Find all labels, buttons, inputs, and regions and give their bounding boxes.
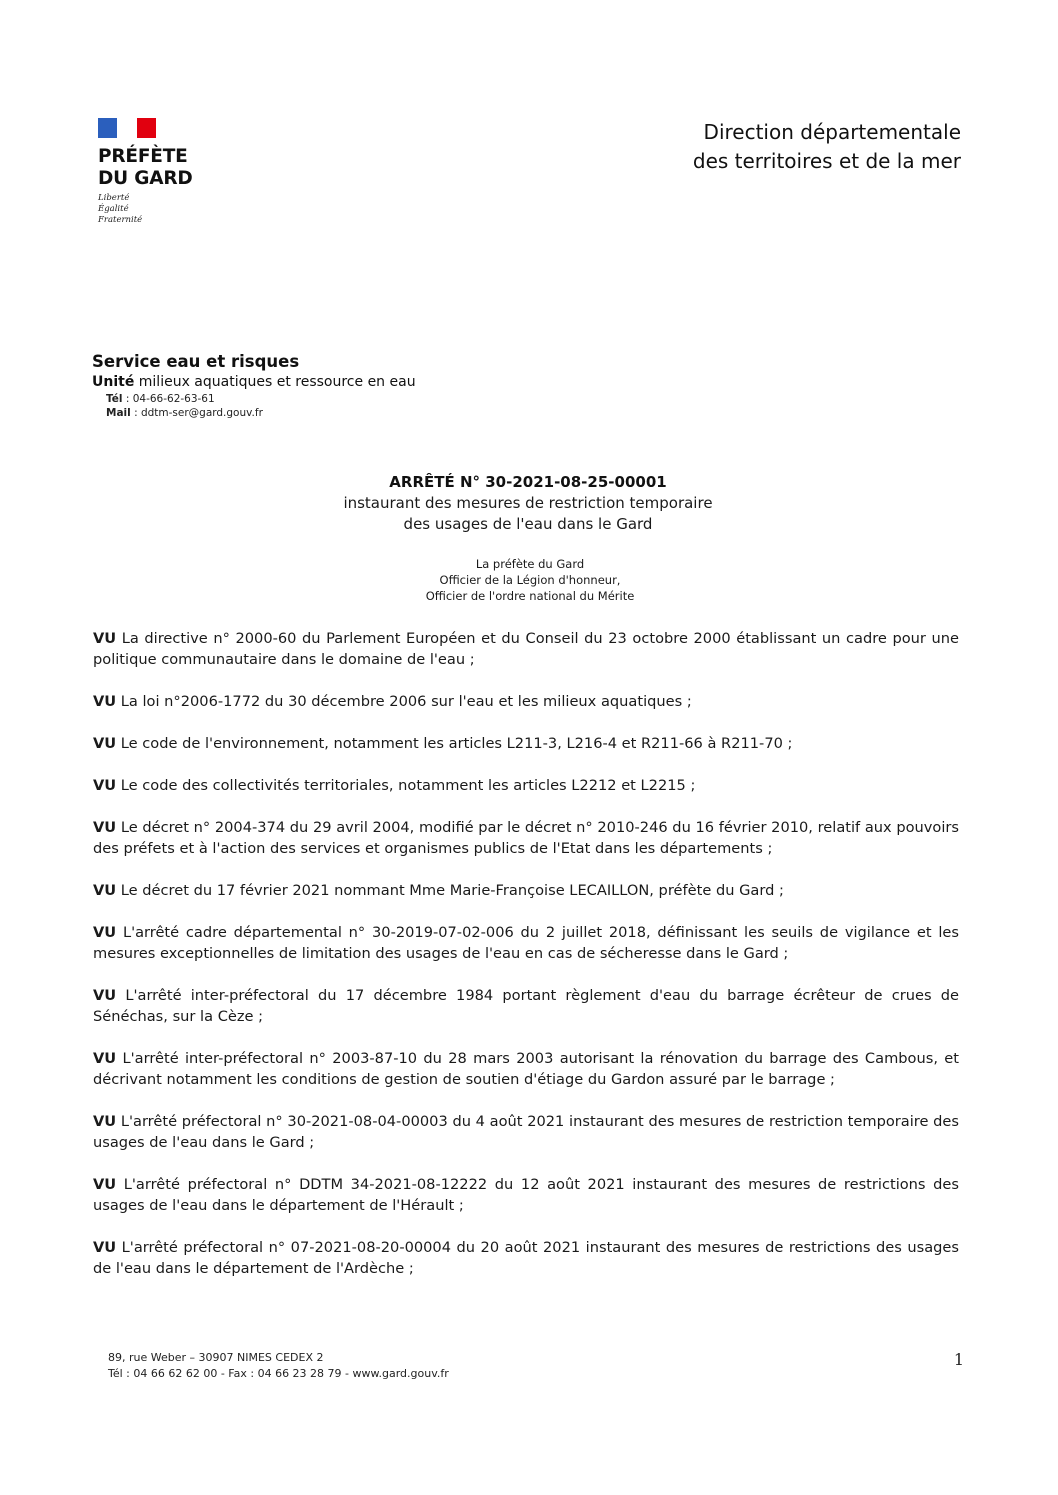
- phone-value: : 04-66-62-63-61: [122, 393, 215, 405]
- vu-label: VU: [93, 1239, 117, 1256]
- considerants-list: [93, 628, 959, 1279]
- considerant-item: [93, 880, 959, 901]
- considerant-text: L'arrêté préfectoral n° 07-2021-08-20-00004 du 20 août 2021 instaurant des mesures de restrictions des usages de l'eau dans le département de l'Ardèche ;: [93, 1239, 959, 1277]
- considerant-text: L'arrêté cadre départemental n° 30-2019-07-02-006 du 2 juillet 2018, définissant les seuils de vigilance et les mesures exceptionnelles de limitation des usages de l'eau en cas de sécheresse dans le Gard ;: [93, 924, 959, 962]
- vu-label: VU: [93, 1176, 117, 1193]
- service-unit-label: Unité: [92, 374, 135, 390]
- prefecture-name-line1: PRÉFÈTE: [98, 146, 188, 167]
- considerant-item: [93, 922, 959, 964]
- considerant-text: Le décret du 17 février 2021 nommant Mme Marie-Françoise LECAILLON, préfète du Gard ;: [116, 882, 784, 899]
- marianne-flag-icon: [98, 118, 156, 138]
- arrete-subtitle-line1: instaurant des mesures de restriction temporaire: [343, 494, 713, 512]
- considerant-item: [93, 1237, 959, 1279]
- flag-white-band: [117, 118, 136, 138]
- motto-liberte: Liberté: [98, 193, 130, 203]
- mail-label: Mail: [106, 407, 131, 419]
- considerant-item: [93, 817, 959, 859]
- direction-line2: des territoires et de la mer: [692, 149, 961, 173]
- considerant-item: [93, 628, 959, 670]
- prefete-title-line3: Officier de l'ordre national du Mérite: [425, 589, 635, 603]
- arrete-title-block: [296, 471, 760, 535]
- motto-fraternite: Fraternité: [98, 215, 143, 225]
- vu-label: VU: [93, 819, 117, 836]
- service-unit: [92, 373, 512, 392]
- vu-label: VU: [93, 924, 117, 941]
- considerant-text: Le décret n° 2004-374 du 29 avril 2004, modifié par le décret n° 2010-246 du 16 février 2010, relatif aux pouvoirs des préfets et à l'action des services et organismes publics de l'Etat dans les départements ;: [93, 819, 959, 857]
- considerant-item: [93, 1174, 959, 1216]
- service-phone: [106, 392, 512, 406]
- flag-red-band: [137, 118, 156, 138]
- vu-label: VU: [93, 693, 117, 710]
- considerant-text: L'arrêté préfectoral n° 30-2021-08-04-00003 du 4 août 2021 instaurant des mesures de restriction temporaire des usages de l'eau dans le Gard ;: [93, 1113, 959, 1151]
- considerant-text: Le code de l'environnement, notamment les articles L211-3, L216-4 et R211-66 à R211-70 ;: [116, 735, 793, 752]
- considerant-item: [93, 691, 959, 712]
- arrete-subtitle-line2: des usages de l'eau dans le Gard: [403, 515, 653, 533]
- arrete-number: ARRÊTÉ N° 30-2021-08-25-00001: [389, 473, 667, 491]
- considerant-item: [93, 1048, 959, 1090]
- service-block: [92, 351, 512, 420]
- considerant-text: L'arrêté inter-préfectoral n° 2003-87-10 du 28 mars 2003 autorisant la rénovation du barrage des Cambous, et décrivant notamment les conditions de gestion de soutien d'étiage du Gardon assuré par le barrage ;: [93, 1050, 959, 1088]
- service-title: Service eau et risques: [92, 352, 300, 371]
- prefete-title-line2: Officier de la Légion d'honneur,: [439, 573, 621, 587]
- service-mail: [106, 406, 512, 420]
- vu-label: VU: [93, 630, 117, 647]
- vu-label: VU: [93, 1050, 117, 1067]
- vu-label: VU: [93, 735, 117, 752]
- prefete-title-line1: La préfète du Gard: [475, 557, 585, 571]
- footer-address: 89, rue Weber – 30907 NIMES CEDEX 2: [108, 1351, 324, 1364]
- considerant-text: La directive n° 2000-60 du Parlement Européen et du Conseil du 23 octobre 2000 établissant un cadre pour une politique communautaire dans le domaine de l'eau ;: [93, 630, 959, 668]
- considerant-text: L'arrêté inter-préfectoral du 17 décembre 1984 portant règlement d'eau du barrage écrêteur de crues de Sénéchas, sur la Cèze ;: [93, 987, 959, 1025]
- page-footer: [108, 1350, 608, 1382]
- prefecture-logo: [98, 118, 228, 226]
- considerant-item: [93, 733, 959, 754]
- direction-line1: Direction départementale: [703, 120, 961, 144]
- republic-motto: [98, 193, 228, 226]
- vu-label: VU: [93, 882, 117, 899]
- vu-label: VU: [93, 1113, 117, 1130]
- page-number: 1: [953, 1350, 964, 1369]
- considerant-text: L'arrêté préfectoral n° DDTM 34-2021-08-12222 du 12 août 2021 instaurant des mesures de restrictions des usages de l'eau dans le département de l'Hérault ;: [93, 1176, 959, 1214]
- phone-label: Tél: [106, 393, 123, 405]
- vu-label: VU: [93, 777, 117, 794]
- service-unit-name: milieux aquatiques et ressource en eau: [134, 374, 416, 390]
- vu-label: VU: [93, 987, 117, 1004]
- considerant-item: [93, 1111, 959, 1153]
- motto-egalite: Égalité: [98, 204, 129, 214]
- mail-value: : ddtm-ser@gard.gouv.fr: [130, 407, 263, 419]
- prefete-titles: [330, 556, 730, 604]
- considerant-item: [93, 775, 959, 796]
- direction-header: [541, 118, 961, 176]
- flag-blue-band: [98, 118, 117, 138]
- prefecture-name-line2: DU GARD: [98, 168, 193, 189]
- prefecture-name: [98, 146, 228, 190]
- considerant-text: La loi n°2006-1772 du 30 décembre 2006 sur l'eau et les milieux aquatiques ;: [116, 693, 692, 710]
- footer-contact: Tél : 04 66 62 62 00 - Fax : 04 66 23 28 79 - www.gard.gouv.fr: [108, 1367, 449, 1380]
- considerant-text: Le code des collectivités territoriales, notamment les articles L2212 et L2215 ;: [116, 777, 696, 794]
- considerant-item: [93, 985, 959, 1027]
